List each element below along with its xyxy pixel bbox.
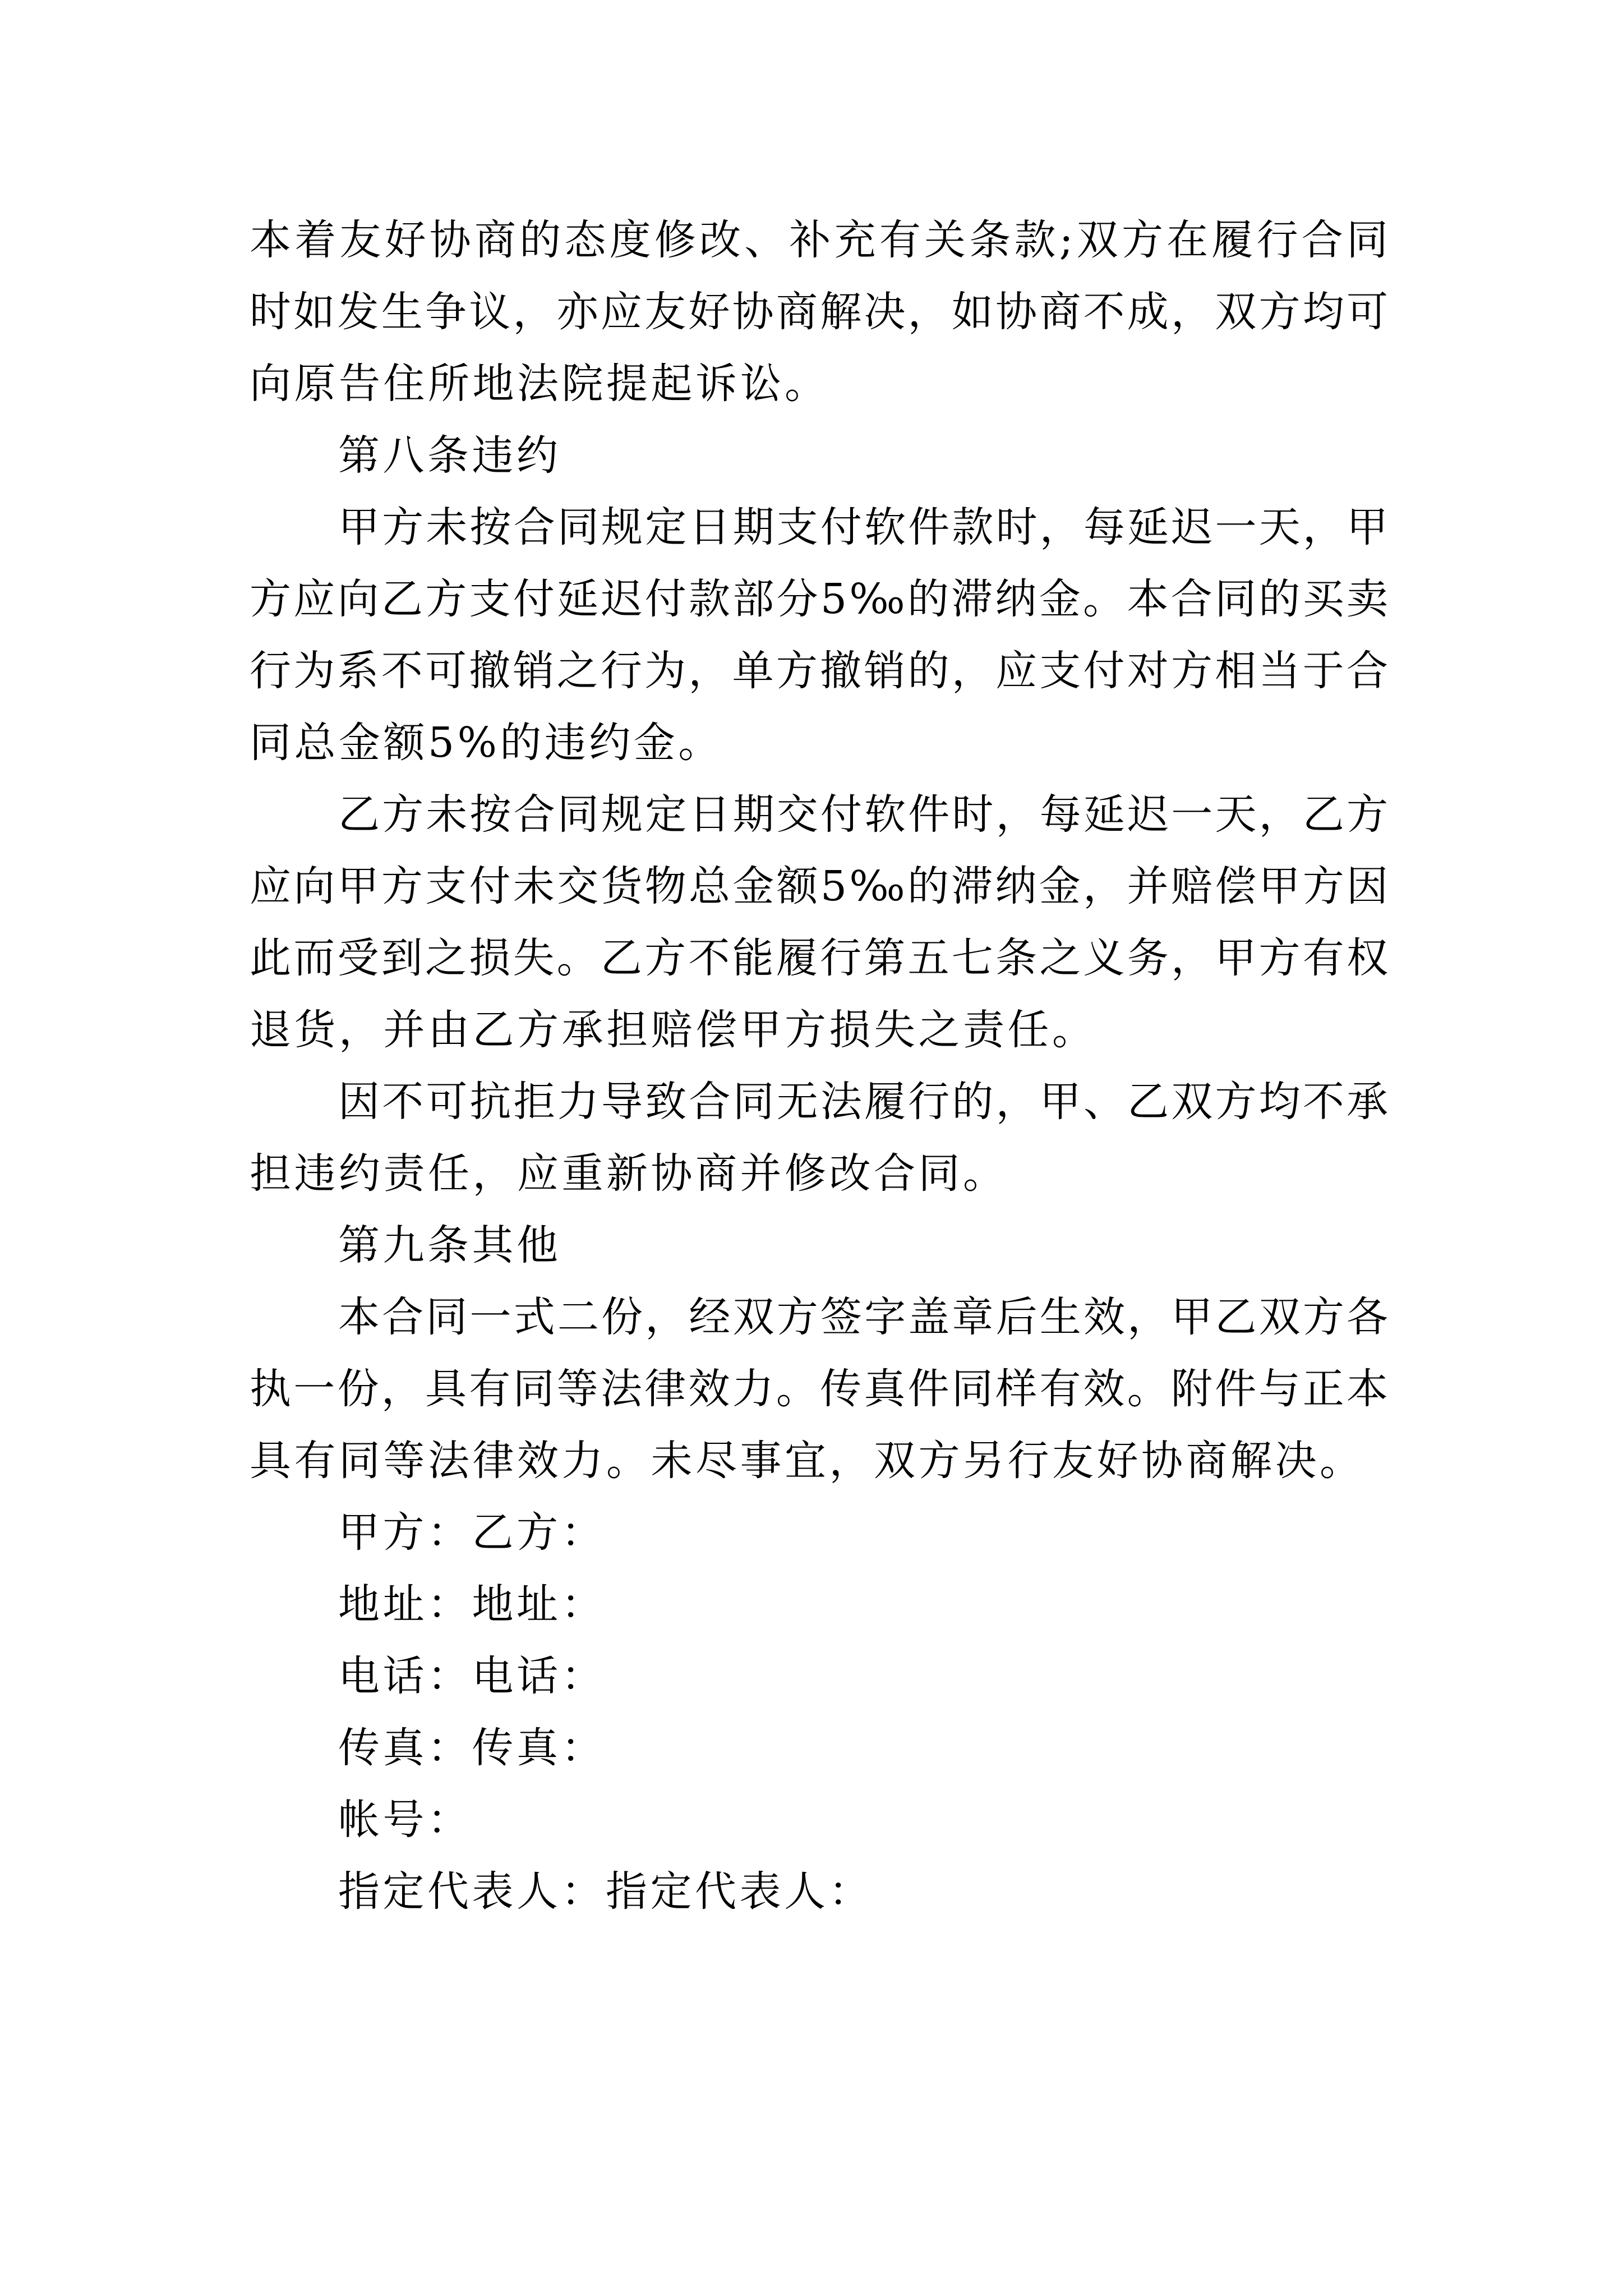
text-line: 时如发生争议，亦应友好协商解决，如协商不成，双方均可 xyxy=(250,288,1388,336)
text-line: 此而受到之损失。乙方不能履行第五七条之义务，甲方有权 xyxy=(250,934,1388,982)
text-line: 具有同等法律效力。未尽事宜，双方另行友好协商解决。 xyxy=(250,1437,1364,1485)
representative-field: 指定代表人：指定代表人： xyxy=(338,1867,873,1916)
account-field: 帐号： xyxy=(338,1796,472,1844)
text-line: 因不可抗拒力导致合同无法履行的，甲、乙双方均不承 xyxy=(338,1078,1388,1126)
text-line: 退货，并由乙方承担赔偿甲方损失之责任。 xyxy=(250,1006,1097,1054)
article-heading: 第九条其他 xyxy=(338,1221,561,1269)
text-line: 乙方未按合同规定日期交付软件时，每延迟一天，乙方 xyxy=(338,790,1388,839)
text-line: 本合同一式二份，经双方签字盖章后生效，甲乙双方各 xyxy=(338,1293,1388,1341)
phone-field: 电话：电话： xyxy=(338,1652,606,1700)
text-line: 甲方未按合同规定日期支付软件款时，每延迟一天，甲 xyxy=(338,503,1388,551)
text-line: 方应向乙方支付延迟付款部分5‰的滞纳金。本合同的买卖 xyxy=(250,575,1388,623)
text-line: 向原告住所地法院提起诉讼。 xyxy=(250,360,829,408)
text-line: 担违约责任，应重新协商并修改合同。 xyxy=(250,1149,1008,1198)
text-line: 行为系不可撤销之行为，单方撤销的，应支付对方相当于合 xyxy=(250,647,1388,695)
address-field: 地址：地址： xyxy=(338,1580,606,1628)
text-line: 同总金额5%的违约金。 xyxy=(250,719,723,767)
text-line: 应向甲方支付未交货物总金额5‰的滞纳金，并赔偿甲方因 xyxy=(250,862,1388,910)
article-heading: 第八条违约 xyxy=(338,431,561,480)
fax-field: 传真：传真： xyxy=(338,1724,606,1772)
party-field: 甲方：乙方： xyxy=(338,1508,606,1557)
text-line: 执一份，具有同等法律效力。传真件同样有效。附件与正本 xyxy=(250,1365,1388,1413)
text-line: 本着友好协商的态度修改、补充有关条款;双方在履行合同 xyxy=(250,216,1388,264)
